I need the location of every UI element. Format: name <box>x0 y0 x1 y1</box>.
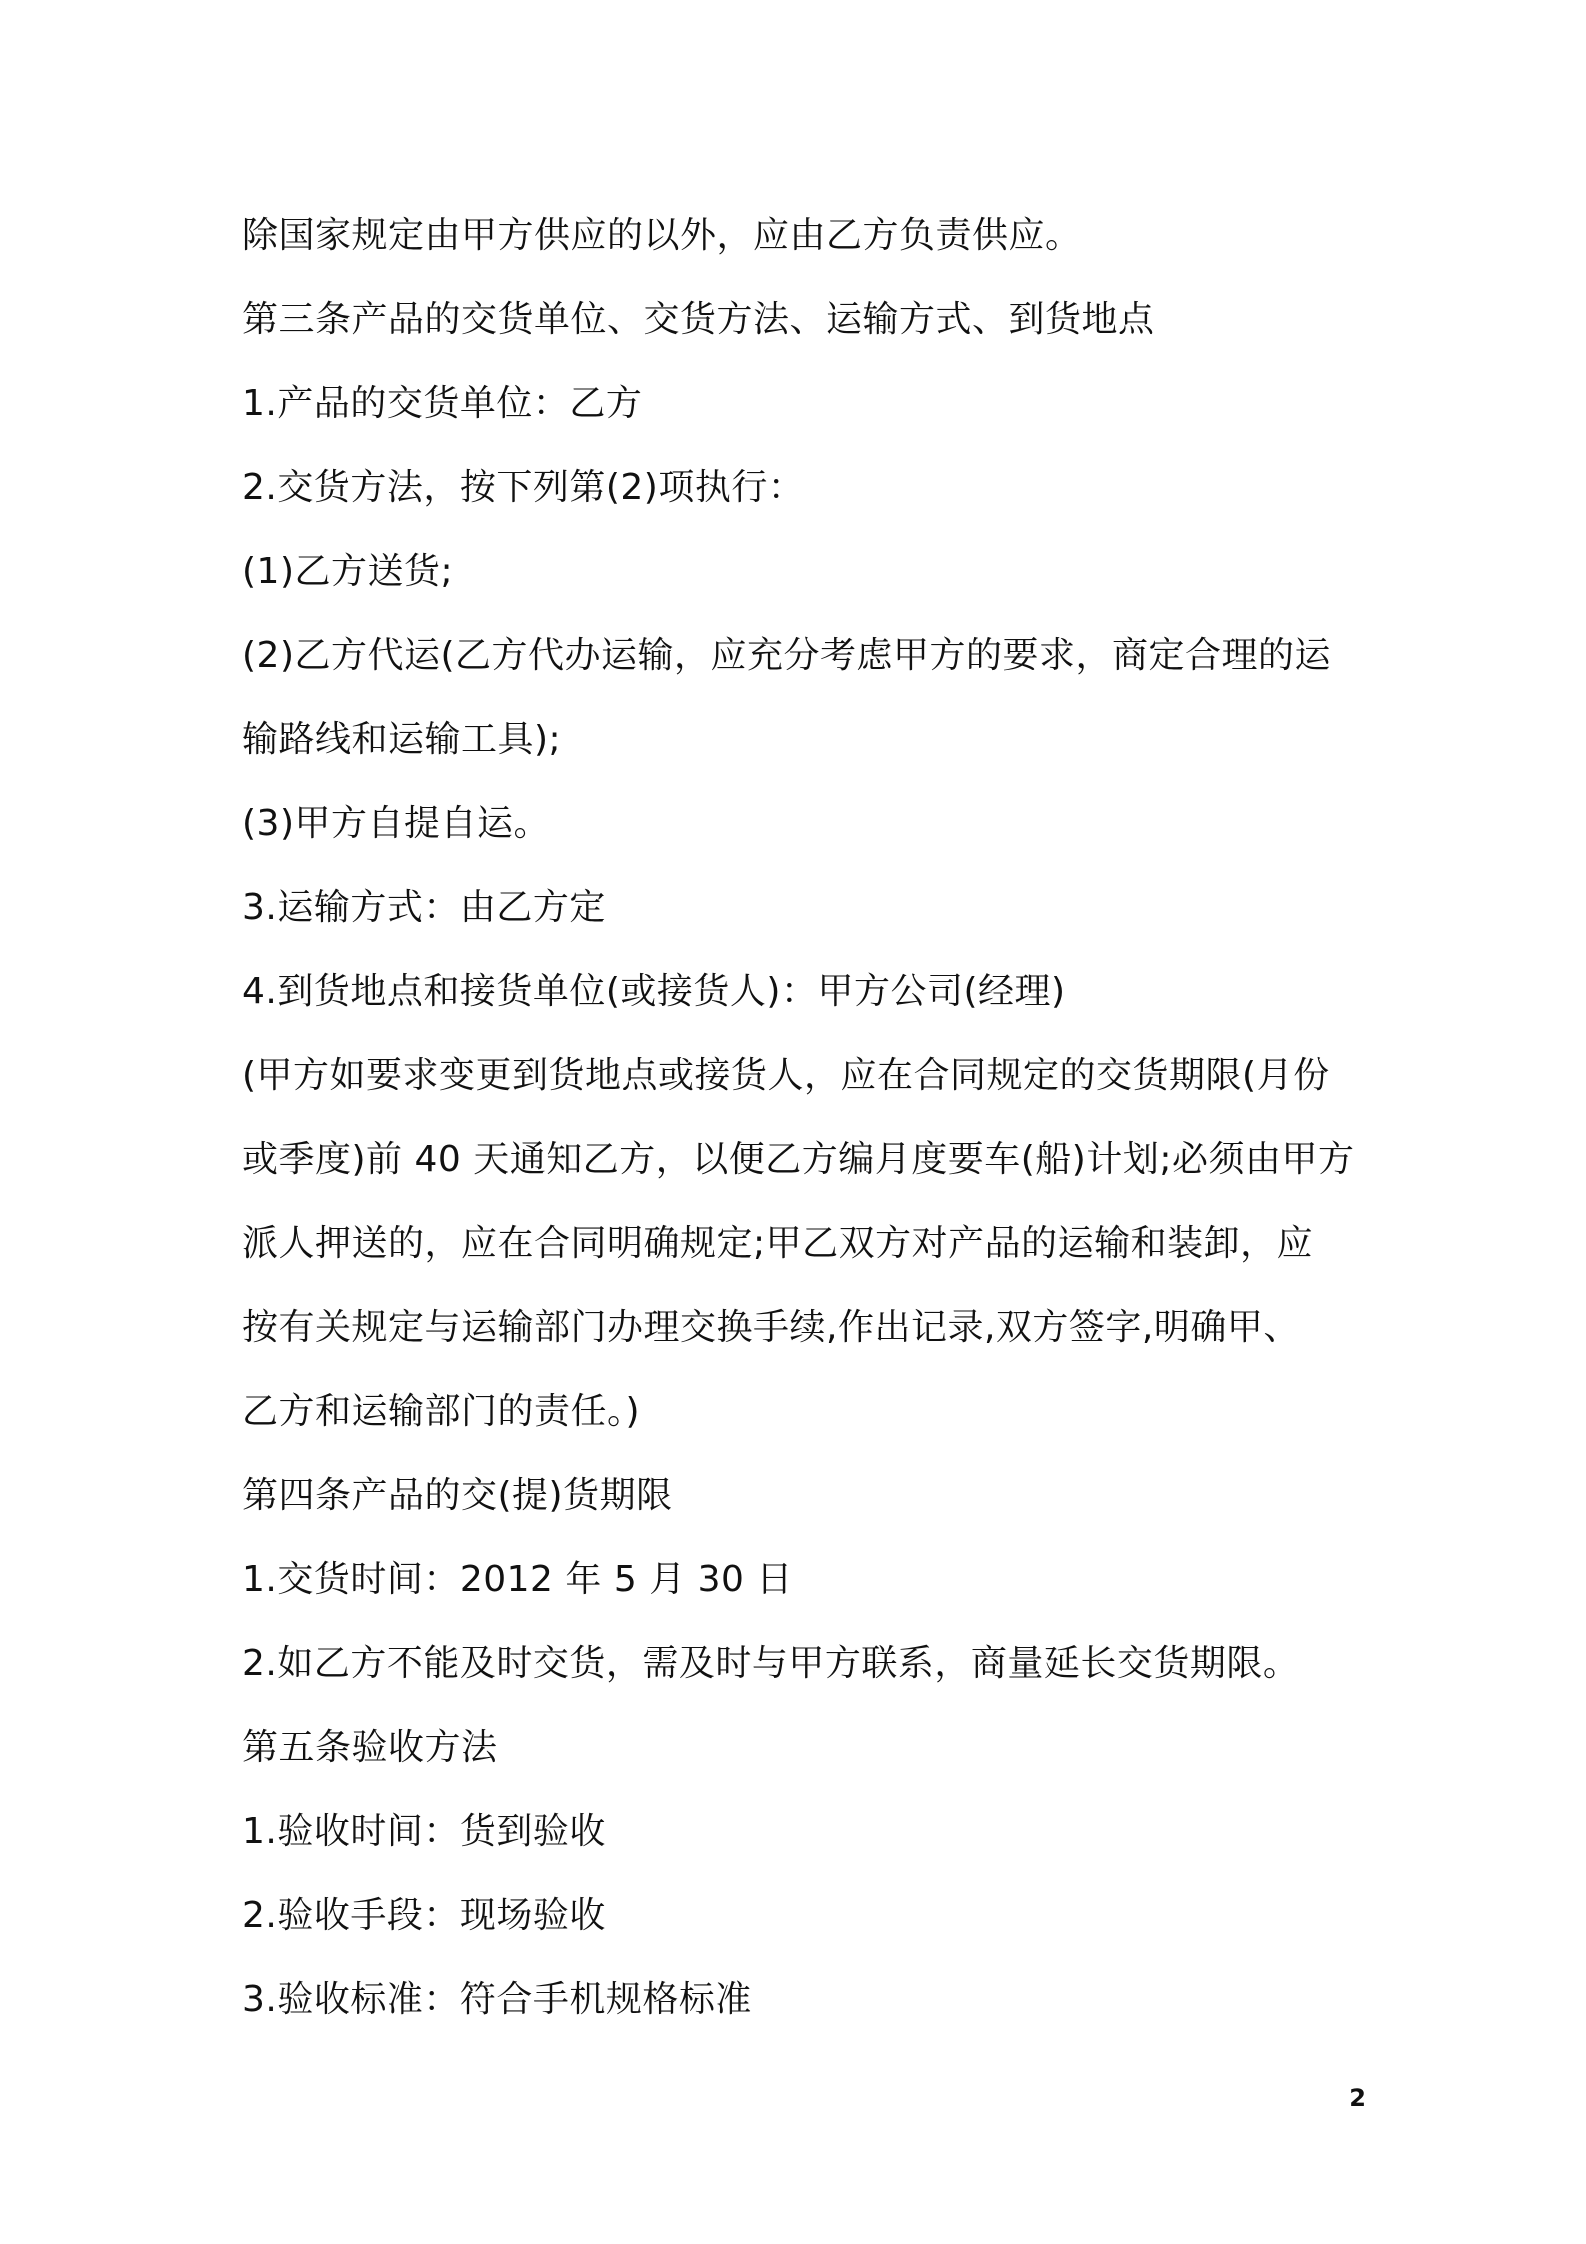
text-line: (甲方如要求变更到货地点或接货人，应在合同规定的交货期限(月份 <box>242 1055 1330 1096</box>
text-line: 3.验收标准：符合手机规格标准 <box>242 1979 752 2020</box>
text-line: 2.如乙方不能及时交货，需及时与甲方联系，商量延长交货期限。 <box>242 1643 1300 1684</box>
text-line: 1.验收时间：货到验收 <box>242 1811 606 1852</box>
text-line: 派人押送的，应在合同明确规定;甲乙双方对产品的运输和装卸，应 <box>242 1223 1314 1264</box>
text-line: 输路线和运输工具); <box>242 719 562 760</box>
text-line: 1.产品的交货单位：乙方 <box>242 383 643 424</box>
text-line: 4.到货地点和接货单位(或接货人)：甲方公司(经理) <box>242 971 1066 1012</box>
document-body <box>242 194 1362 2042</box>
text-line: 或季度)前 40 天通知乙方，以便乙方编月度要车(船)计划;必须由甲方 <box>242 1139 1355 1180</box>
section-heading: 第三条产品的交货单位、交货方法、运输方式、到货地点 <box>242 299 1155 340</box>
text-line: 乙方和运输部门的责任。) <box>242 1391 641 1432</box>
text-line: (3)甲方自提自运。 <box>242 803 550 844</box>
text-line: (2)乙方代运(乙方代办运输，应充分考虑甲方的要求，商定合理的运 <box>242 635 1332 676</box>
text-line: 2.交货方法，按下列第(2)项执行： <box>242 467 805 508</box>
section-heading: 第五条验收方法 <box>242 1727 498 1768</box>
text-line: (1)乙方送货; <box>242 551 454 592</box>
page-number: 2 <box>1349 2084 1366 2112</box>
section-heading: 第四条产品的交(提)货期限 <box>242 1475 673 1516</box>
text-line: 除国家规定由甲方供应的以外，应由乙方负责供应。 <box>242 215 1082 256</box>
text-line: 2.验收手段：现场验收 <box>242 1895 606 1936</box>
text-line: 1.交货时间：2012 年 5 月 30 日 <box>242 1559 793 1600</box>
text-line: 3.运输方式：由乙方定 <box>242 887 606 928</box>
text-line: 按有关规定与运输部门办理交换手续,作出记录,双方签字,明确甲、 <box>242 1307 1300 1348</box>
